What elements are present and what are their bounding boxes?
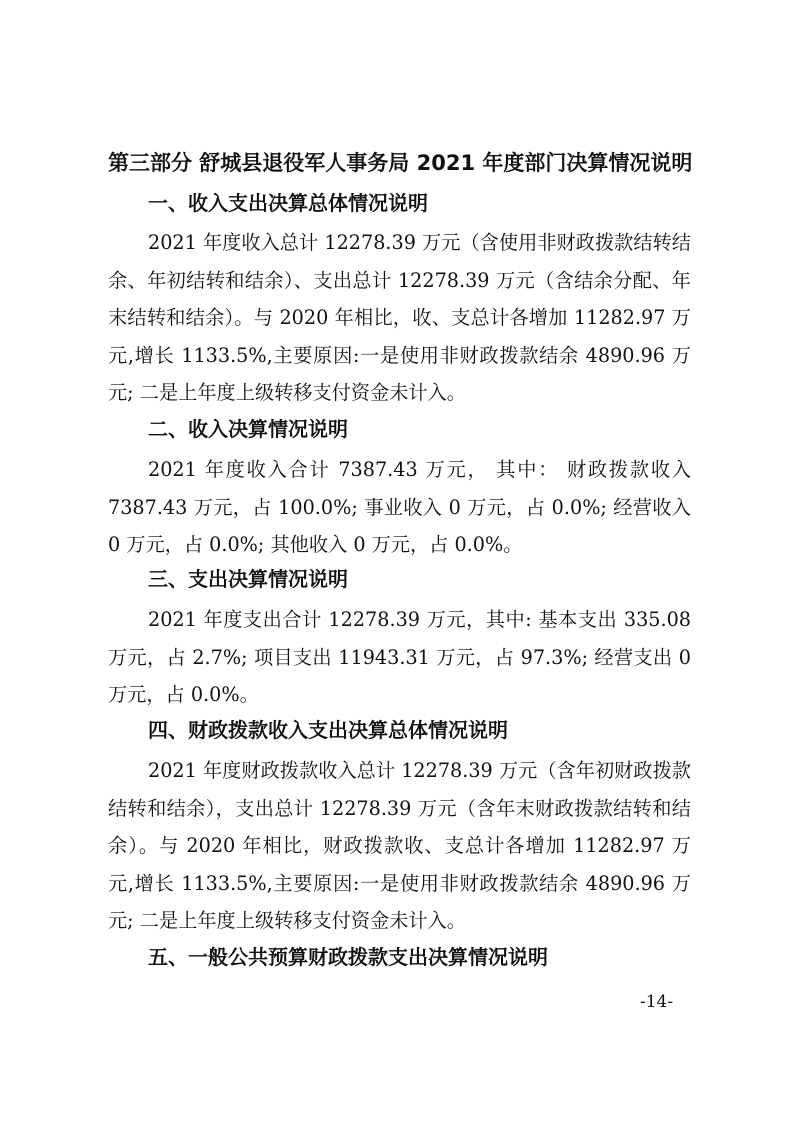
section-paragraph-2: 2021 年度收入合计 7387.43 万元， 其中： 财政拨款收入 7387.43 万元，占 100.0%; 事业收入 0 万元，占 0.0%; 经营收入 0 万元，占 0.0%; 其他收入 0 万元，占 0.0%。 [108, 458, 691, 556]
section-paragraph-4: 2021 年度财政拨款收入总计 12278.39 万元（含年初财政拨款结转和结余），支出总计 12278.39 万元（含年末财政拨款结转和结余）。与 2020 年相比，财政拨款收、支总计各增加 11282.97 万元,增长 1133.5%,主要原因:一是使用非财政拨款结余 4890.96 万元; 二是上年度上级转移支付资金未计入。 [108, 759, 691, 932]
section-heading-1: 一、收入支出决算总体情况说明 [148, 191, 428, 215]
section-heading-3: 三、支出决算情况说明 [148, 567, 348, 591]
section-heading-2: 二、收入决算情况说明 [148, 417, 348, 441]
section-paragraph-3: 2021 年度支出合计 12278.39 万元，其中: 基本支出 335.08 万元，占 2.7%; 项目支出 11943.31 万元，占 97.3%; 经营支出 0 万元，占 0.0%。 [108, 608, 691, 706]
page-title: 第三部分 舒城县退役军人事务局 2021 年度部门决算情况说明 [108, 151, 693, 175]
section-heading-5: 五、一般公共预算财政拨款支出决算情况说明 [148, 945, 548, 969]
section-paragraph-1: 2021 年度收入总计 12278.39 万元（含使用非财政拨款结转结余、年初结转和结余）、支出总计 12278.39 万元（含结余分配、年末结转和结余）。与 2020 年相比，收、支总计各增加 11282.97 万元,增长 1133.5%,主要原因:一是使用非财政拨款结余 4890.96 万元; 二是上年度上级转移支付资金未计入。 [108, 231, 691, 404]
page-number: -14- [640, 992, 674, 1012]
section-heading-4: 四、财政拨款收入支出决算总体情况说明 [148, 718, 508, 742]
